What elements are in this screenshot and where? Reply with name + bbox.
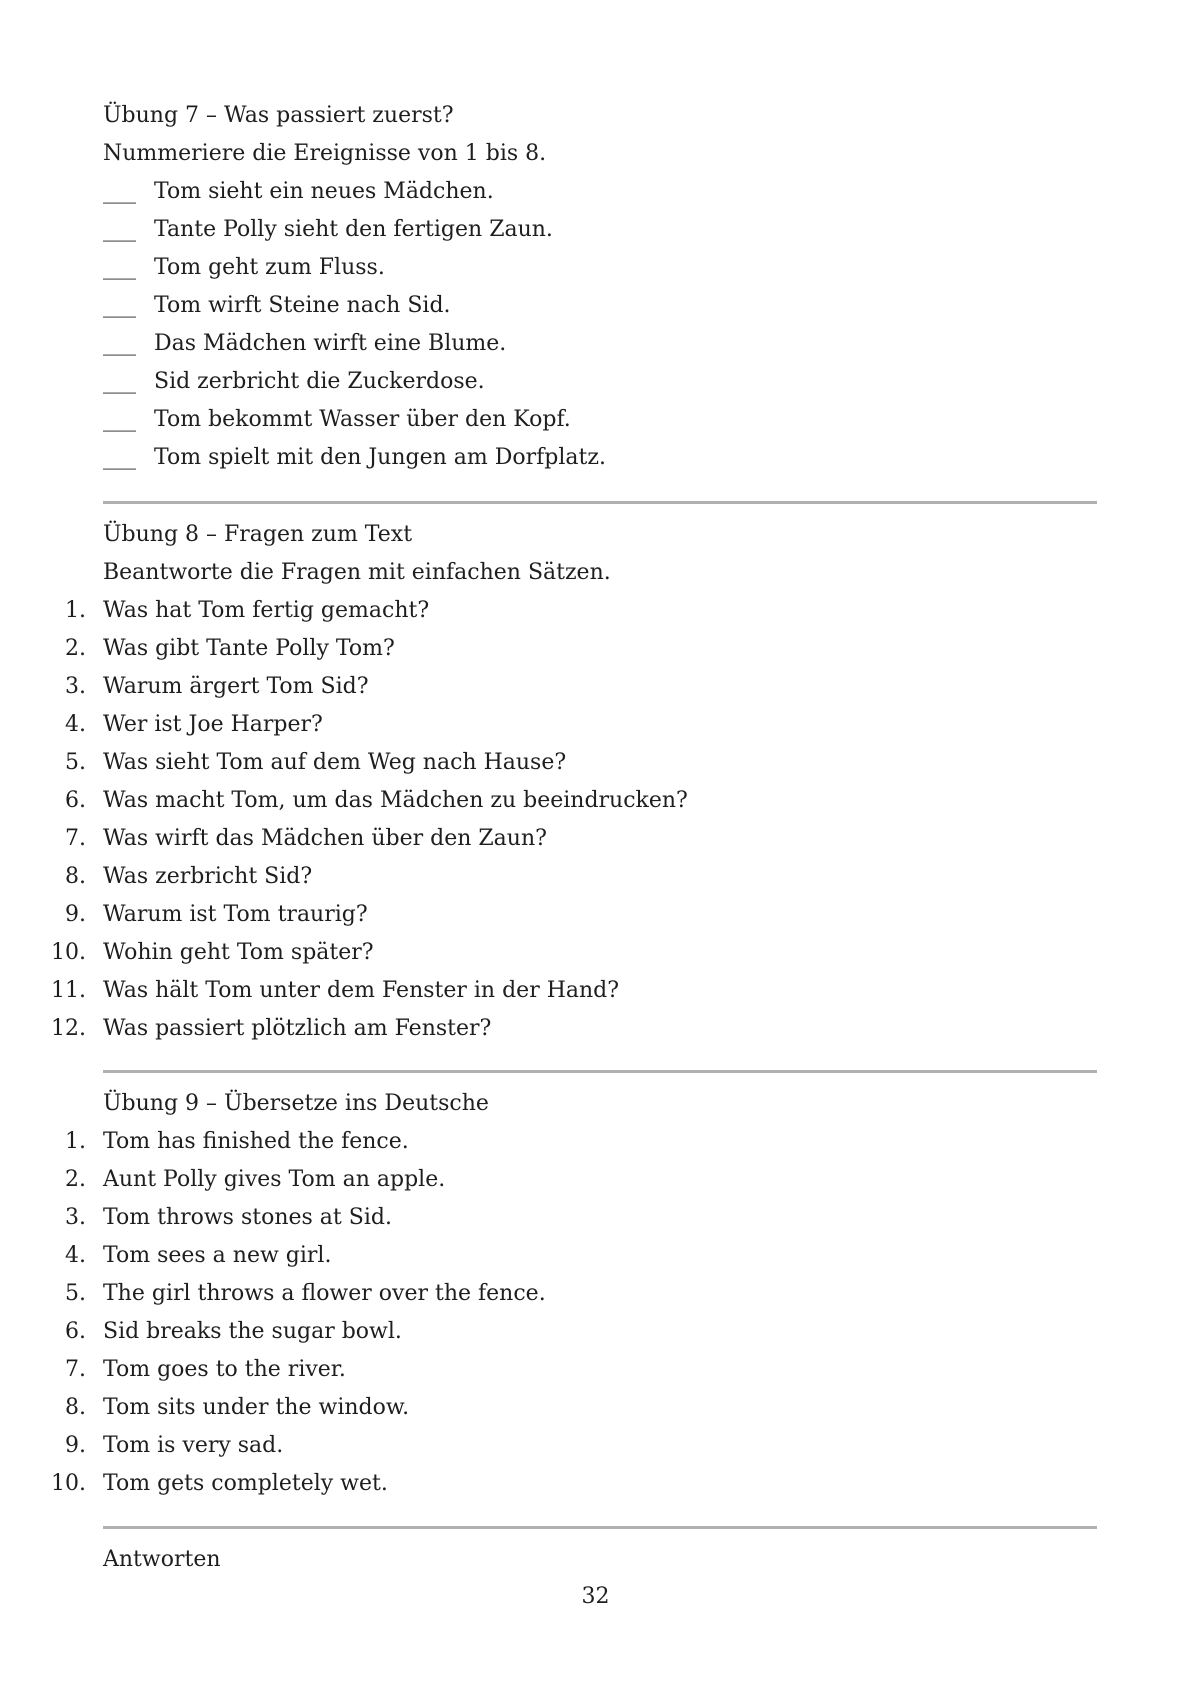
ordering-item [103,401,571,439]
question-number: 10. [51,940,86,965]
question-text: Was macht Tom, um das Mädchen zu beeindrucken? [103,788,688,813]
question-number: 1. [65,598,86,623]
question-text: Was zerbricht Sid? [103,864,313,889]
sentence-number: 8. [65,1395,86,1420]
question-number: 2. [65,636,86,661]
ordering-item [103,173,494,211]
sentence-text: Tom sees a new girl. [103,1243,332,1268]
ordering-item-text: Tom sieht ein neues Mädchen. [154,179,494,204]
question-text: Was passiert plötzlich am Fenster? [103,1016,492,1041]
section-divider [103,501,1097,504]
question-text: Warum ist Tom traurig? [103,902,368,927]
answer-blank: ___ [103,407,136,432]
section-divider [103,1070,1097,1073]
sentence-text: Tom throws stones at Sid. [103,1205,392,1230]
question-text: Wohin geht Tom später? [103,940,374,965]
question-text: Was wirft das Mädchen über den Zaun? [103,826,547,851]
sentence-number: 10. [51,1471,86,1496]
ordering-item [103,249,385,287]
answer-blank: ___ [103,445,136,470]
ordering-item [103,211,553,249]
question-text: Wer ist Joe Harper? [103,712,323,737]
sentence-number: 6. [65,1319,86,1344]
exercise-7-instruction: Nummeriere die Ereignisse von 1 bis 8. [103,141,547,166]
sentence-text: Tom sits under the window. [103,1395,410,1420]
sentence-number: 3. [65,1205,86,1230]
ordering-item-text: Tom bekommt Wasser über den Kopf. [154,407,571,432]
section-divider [103,1526,1097,1529]
answer-blank: ___ [103,293,136,318]
ordering-item-text: Tom geht zum Fluss. [154,255,385,280]
answers-heading: Antworten [103,1547,221,1572]
ordering-item [103,287,451,325]
question-text: Warum ärgert Tom Sid? [103,674,369,699]
sentence-number: 5. [65,1281,86,1306]
question-number: 9. [65,902,86,927]
ordering-item-text: Das Mädchen wirft eine Blume. [154,331,507,356]
ordering-item [103,439,606,477]
sentence-number: 9. [65,1433,86,1458]
question-number: 5. [65,750,86,775]
sentence-text: Tom goes to the river. [103,1357,346,1382]
answer-blank: ___ [103,255,136,280]
sentence-number: 7. [65,1357,86,1382]
question-text: Was sieht Tom auf dem Weg nach Hause? [103,750,567,775]
ordering-item-text: Tom wirft Steine nach Sid. [154,293,451,318]
question-number: 4. [65,712,86,737]
question-number: 12. [51,1016,86,1041]
sentence-text: Tom has finished the fence. [103,1129,409,1154]
ordering-item-text: Sid zerbricht die Zuckerdose. [154,369,485,394]
ordering-item-text: Tom spielt mit den Jungen am Dorfplatz. [154,445,606,470]
sentence-text: Aunt Polly gives Tom an apple. [103,1167,446,1192]
exercise-7-title: Übung 7 – Was passiert zuerst? [103,103,454,128]
question-text: Was hat Tom fertig gemacht? [103,598,430,623]
sentence-number: 1. [65,1129,86,1154]
question-number: 3. [65,674,86,699]
exercise-8-title: Übung 8 – Fragen zum Text [103,522,413,547]
sentence-number: 4. [65,1243,86,1268]
ordering-item [103,363,485,401]
answer-blank: ___ [103,331,136,356]
ordering-item [103,325,506,363]
question-text: Was hält Tom unter dem Fenster in der Hand? [103,978,620,1003]
sentence-number: 2. [65,1167,86,1192]
question-number: 8. [65,864,86,889]
sentence-text: The girl throws a flower over the fence. [103,1281,546,1306]
sentence-text: Sid breaks the sugar bowl. [103,1319,402,1344]
question-text: Was gibt Tante Polly Tom? [103,636,395,661]
ordering-item-text: Tante Polly sieht den fertigen Zaun. [154,217,553,242]
answer-blank: ___ [103,179,136,204]
sentence-text: Tom gets completely wet. [103,1471,388,1496]
question-number: 7. [65,826,86,851]
exercise-9-title: Übung 9 – Übersetze ins Deutsche [103,1091,489,1116]
answer-blank: ___ [103,217,136,242]
exercise-8-instruction: Beantworte die Fragen mit einfachen Sätzen. [103,560,611,585]
question-number: 11. [51,978,86,1003]
sentence-text: Tom is very sad. [103,1433,284,1458]
answer-blank: ___ [103,369,136,394]
page-number: 32 [581,1584,610,1609]
question-number: 6. [65,788,86,813]
